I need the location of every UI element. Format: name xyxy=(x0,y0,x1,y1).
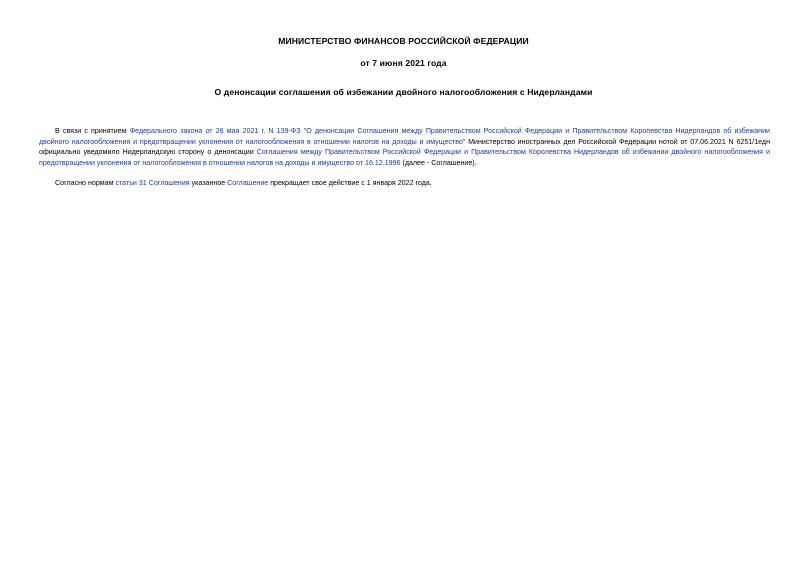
agreement-short-link[interactable]: Соглашение xyxy=(227,179,269,187)
federal-law-link[interactable]: Федерального закона от 26 мая 2021 г. N 139-ФЗ "О денонсации Соглашения между Правительством Российской Федерации и Правительством Королевства Нидерландов об избежании двойного налогообложения и предотвращении уклонения от налогообложения в отношении налогов на доходы и имущество" xyxy=(39,127,771,146)
document-date: от 7 июня 2021 года xyxy=(360,58,447,68)
paragraph-2 xyxy=(39,178,770,189)
paragraph-1-text-2: Министерство иностранных дел Российской Федерации нотой от 07.06.2021 N 6251/1едн официально уведомило Нидерландскую сторону о денонсации xyxy=(39,137,770,156)
paragraph-2-text-3: прекращает свое действие с 1 января 2022 года. xyxy=(268,179,432,187)
paragraph-1-text-3: (далее - Соглашение). xyxy=(400,158,477,167)
ministry-name: МИНИСТЕРСТВО ФИНАНСОВ РОССИЙСКОЙ ФЕДЕРАЦИИ xyxy=(278,36,529,46)
agreement-link[interactable]: Соглашения между Правительством Российской Федерации и Правительством Королевства Нидерландов об избежании двойного налогообложения и предотвращении уклонения от налогообложения в отношении налогов на доходы и имущество от 16.12.1996 xyxy=(39,148,771,167)
document-title: О денонсации соглашения об избежании двойного налогообложения с Нидерландами xyxy=(214,87,593,97)
paragraph-2-text-1: Согласно нормам xyxy=(55,179,116,187)
article-31-link[interactable]: статьи 31 Соглашения xyxy=(115,179,190,187)
paragraph-1-text-1: В связи с принятием xyxy=(55,127,130,135)
paragraph-1 xyxy=(39,126,770,168)
paragraph-2-text-2: указанное xyxy=(189,179,228,187)
